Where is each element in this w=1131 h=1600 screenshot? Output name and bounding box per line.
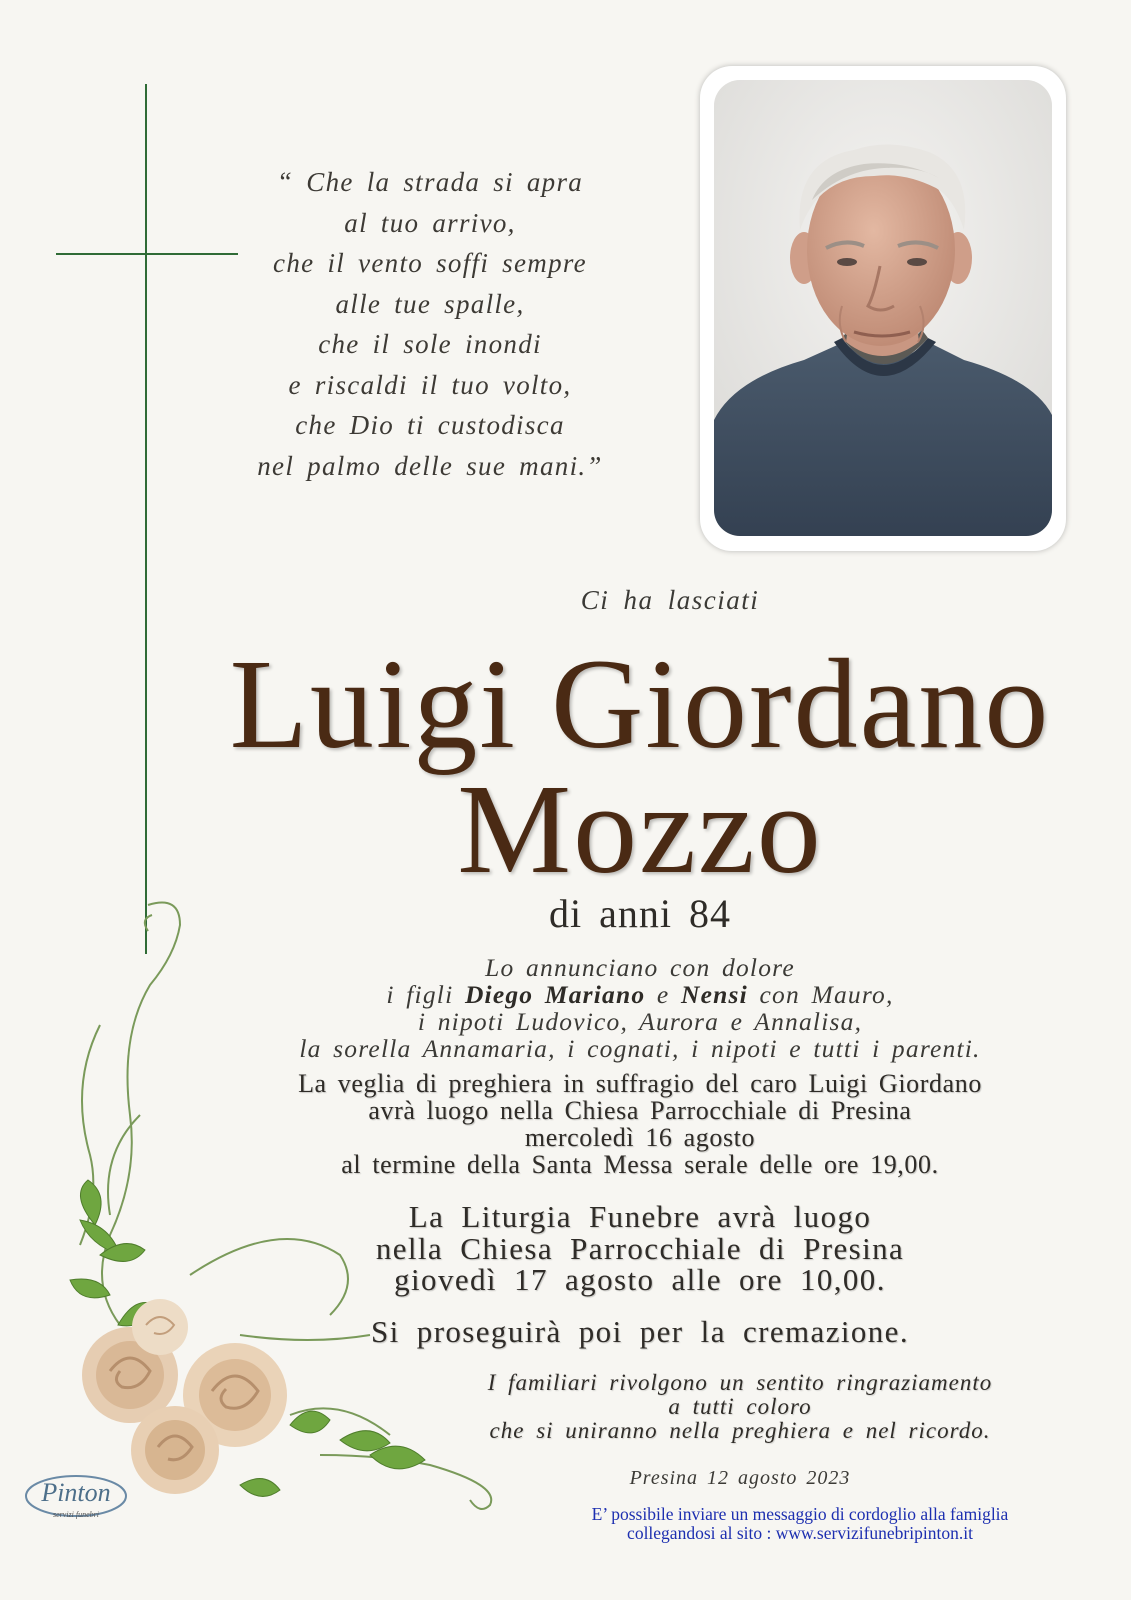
deceased-first-names: Luigi Giordano (229, 633, 1051, 775)
announcement-text: con Mauro, (747, 980, 894, 1009)
contact-website-line[interactable]: collegandosi al sito : www.servizifunebripinton.it (627, 1523, 973, 1543)
portrait-illustration (714, 80, 1052, 536)
child-name: Diego Mariano (464, 980, 646, 1009)
portrait-frame (700, 66, 1066, 551)
liturgy-line: giovedì 17 agosto alle ore 10,00. (394, 1262, 886, 1297)
logo-name: Pinton (41, 1478, 111, 1507)
pinton-logo (22, 1470, 130, 1526)
vigil-line: La veglia di preghiera in suffragio del caro Luigi Giordano (298, 1069, 982, 1098)
announcement-line: i nipoti Ludovico, Aurora e Annalisa, (417, 1007, 863, 1036)
quote-line: alle tue spalle, (335, 288, 525, 319)
deceased-age: di anni 84 (549, 891, 731, 936)
quote-line: che Dio ti custodisca (295, 410, 565, 440)
vigil-line: mercoledì 16 agosto (524, 1123, 756, 1152)
quote-line: al tuo arrivo, (344, 207, 516, 238)
logo-subtitle: servizi funebri (53, 1510, 99, 1519)
cross-vertical-bar (145, 84, 147, 954)
liturgy-line: nella Chiesa Parrocchiale di Presina (375, 1230, 905, 1266)
announcement-line: la sorella Annamaria, i cognati, i nipoti e tutti i parenti. (299, 1034, 981, 1063)
place-and-date: Presina 12 agosto 2023 (629, 1467, 851, 1489)
quote-line: che il sole inondi (318, 329, 542, 359)
quote-line: e riscaldi il tuo volto, (288, 369, 572, 400)
intro-text: Ci ha lasciati (580, 585, 760, 615)
liturgy-line: La Liturgia Funebre avrà luogo (408, 1199, 872, 1234)
child-name: Nensi (681, 980, 748, 1009)
vigil-line: al termine della Santa Messa serale delle ore 19,00. (341, 1150, 939, 1179)
portrait-photo (714, 80, 1052, 536)
quote-line: che il vento soffi sempre (273, 248, 587, 278)
roses-decoration-icon (40, 895, 510, 1535)
thanks-line: che si uniranno nella preghiera e nel ricordo. (489, 1418, 991, 1443)
contact-line: E’ possibile inviare un messaggio di cordoglio alla famiglia (591, 1504, 1009, 1524)
announcement-text: e (645, 980, 682, 1009)
thanks-line: a tutti coloro (668, 1394, 812, 1419)
quote-line: nel palmo delle sue mani.” (257, 450, 603, 481)
announcement-line: Lo annunciano con dolore (485, 953, 795, 982)
announcement-text: i figli (386, 980, 465, 1009)
family-thanks (430, 1371, 1050, 1443)
quote-line: “ Che la strada si apra (276, 167, 584, 197)
thanks-line: I familiari rivolgono un sentito ringraziamento (487, 1370, 993, 1395)
vigil-line: avrà luogo nella Chiesa Parrocchiale di Presina (368, 1096, 912, 1125)
cremation-notice: Si proseguirà poi per la cremazione. (370, 1314, 909, 1349)
memorial-quote (210, 162, 650, 486)
condolence-contact (510, 1505, 1090, 1543)
deceased-surname: Mozzo (457, 758, 823, 900)
